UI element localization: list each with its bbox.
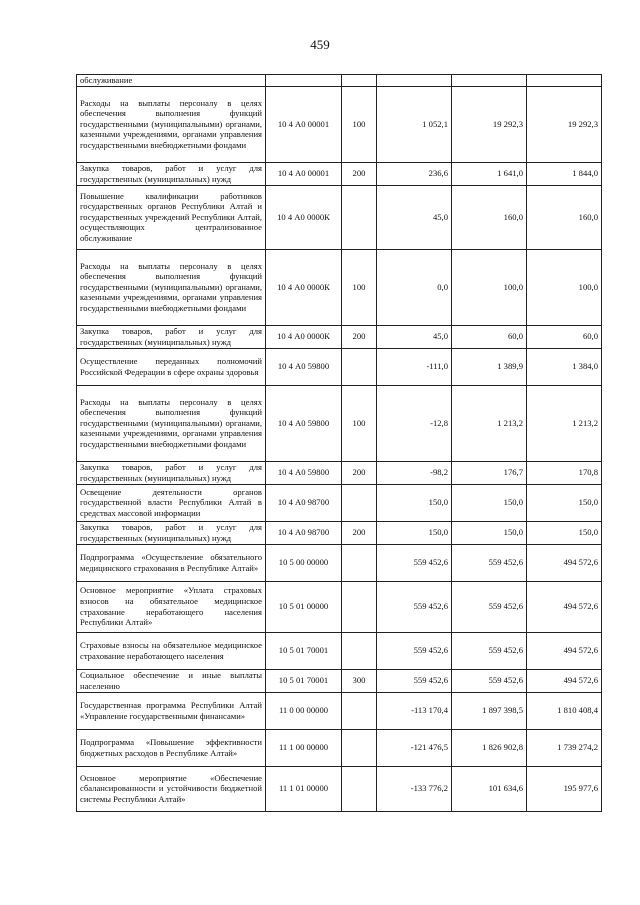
table-row [77,521,602,544]
item-name: Подпрограмма «Повышение эффективности бюджетных расходов в Республике Алтай» [77,729,266,766]
target-article-code: 10 5 01 70001 [266,632,342,669]
target-article-code: 11 0 00 00000 [266,692,342,729]
page-number: 459 [310,37,330,52]
target-article-code: 10 4 А0 0000К [266,249,342,325]
amount-year-1: 1 826 902,8 [452,729,527,766]
amount-change: -121 476,5 [377,729,452,766]
table-row [77,669,602,692]
item-name: Закупка товаров, работ и услуг для государственных (муниципальных) нужд [77,325,266,348]
table-row [77,692,602,729]
expense-type-code: 200 [342,162,377,185]
amount-change: 1 052,1 [377,86,452,162]
amount-change: 236,6 [377,162,452,185]
table-row [77,544,602,581]
amount-year-2: 1 213,2 [527,385,602,461]
table-row [77,729,602,766]
expense-type-code [342,729,377,766]
amount-year-2: 150,0 [527,484,602,521]
table-row [77,249,602,325]
table-row [77,581,602,632]
expense-type-code: 100 [342,249,377,325]
amount-year-2: 1 844,0 [527,162,602,185]
expense-type-code [342,75,377,87]
expense-type-code: 300 [342,669,377,692]
item-name: Основное мероприятие «Уплата страховых взносов на обязательное медицинское страхование неработающего населения Республики Алтай» [77,581,266,632]
expense-type-code [342,185,377,249]
expense-type-code [342,348,377,385]
table-row [77,185,602,249]
amount-change: 150,0 [377,484,452,521]
amount-year-1: 559 452,6 [452,544,527,581]
expense-type-code: 100 [342,86,377,162]
table-row [77,348,602,385]
expense-type-code [342,632,377,669]
amount-change: -133 776,2 [377,766,452,811]
target-article-code: 10 4 А0 00001 [266,86,342,162]
amount-year-2: 494 572,6 [527,632,602,669]
amount-change: 559 452,6 [377,669,452,692]
budget-table [76,74,602,812]
amount-year-2: 1 810 408,4 [527,692,602,729]
amount-change: -98,2 [377,461,452,484]
amount-year-1: 150,0 [452,521,527,544]
table-row [77,632,602,669]
amount-year-1: 100,0 [452,249,527,325]
item-name: Подпрограмма «Осуществление обязательного медицинского страхования в Республике Алтай» [77,544,266,581]
item-name: Закупка товаров, работ и услуг для государственных (муниципальных) нужд [77,461,266,484]
item-name: Закупка товаров, работ и услуг для государственных (муниципальных) нужд [77,162,266,185]
amount-year-2: 195 977,6 [527,766,602,811]
expense-type-code [342,581,377,632]
amount-change: -111,0 [377,348,452,385]
expense-type-code: 200 [342,521,377,544]
amount-year-2 [527,75,602,87]
table-row [77,86,602,162]
amount-year-2: 1 739 274,2 [527,729,602,766]
item-name: Социальное обеспечение и иные выплаты населению [77,669,266,692]
item-name: Основное мероприятие «Обеспечение сбалансированности и устойчивости бюджетной системы Республики Алтай» [77,766,266,811]
amount-year-2: 160,0 [527,185,602,249]
amount-year-1: 1 897 398,5 [452,692,527,729]
amount-change: 150,0 [377,521,452,544]
item-name: Освещение деятельности органов государственной власти Республики Алтай в средствах массовой информации [77,484,266,521]
expense-type-code: 200 [342,461,377,484]
amount-year-2: 60,0 [527,325,602,348]
item-name: Государственная программа Республики Алтай «Управление государственными финансами» [77,692,266,729]
item-name: Закупка товаров, работ и услуг для государственных (муниципальных) нужд [77,521,266,544]
item-name: Расходы на выплаты персоналу в целях обеспечения выполнения функций государственными (муниципальными) органами, казенными учреждениями, органами управления государственными внебюджетными фондами [77,249,266,325]
amount-year-1: 1 389,9 [452,348,527,385]
table-row [77,162,602,185]
amount-year-2: 170,8 [527,461,602,484]
amount-year-1: 559 452,6 [452,581,527,632]
amount-year-1: 160,0 [452,185,527,249]
amount-change [377,75,452,87]
table-row [77,461,602,484]
item-name: Расходы на выплаты персоналу в целях обеспечения выполнения функций государственными (муниципальными) органами, казенными учреждениями, органами управления государственными внебюджетными фондами [77,86,266,162]
expense-type-code: 200 [342,325,377,348]
amount-change: 0,0 [377,249,452,325]
table-row [77,766,602,811]
amount-year-1: 101 634,6 [452,766,527,811]
amount-year-1: 1 213,2 [452,385,527,461]
amount-change: 559 452,6 [377,544,452,581]
amount-year-1: 1 641,0 [452,162,527,185]
amount-change: -12,8 [377,385,452,461]
target-article-code: 10 5 01 70001 [266,669,342,692]
amount-year-2: 494 572,6 [527,669,602,692]
expense-type-code: 100 [342,385,377,461]
amount-change: 45,0 [377,325,452,348]
target-article-code: 10 4 А0 00001 [266,162,342,185]
item-name: Осуществление переданных полномочий Российской Федерации в сфере охраны здоровья [77,348,266,385]
target-article-code: 10 4 А0 59800 [266,461,342,484]
table-row [77,325,602,348]
target-article-code: 10 4 А0 98700 [266,521,342,544]
target-article-code: 10 4 А0 98700 [266,484,342,521]
expense-type-code [342,766,377,811]
amount-year-2: 150,0 [527,521,602,544]
amount-year-2: 1 384,0 [527,348,602,385]
target-article-code: 10 5 00 00000 [266,544,342,581]
amount-year-2: 100,0 [527,249,602,325]
amount-year-2: 19 292,3 [527,86,602,162]
target-article-code: 10 4 А0 59800 [266,348,342,385]
target-article-code: 10 4 А0 0000К [266,325,342,348]
amount-change: -113 170,4 [377,692,452,729]
amount-change: 45,0 [377,185,452,249]
table-row [77,385,602,461]
amount-year-1: 19 292,3 [452,86,527,162]
amount-year-1 [452,75,527,87]
item-name: Повышение квалификации работников государственных органов Республики Алтай и государственных учреждений Республики Алтай, осуществляющих централизованное обслуживание [77,185,266,249]
amount-year-1: 150,0 [452,484,527,521]
budget-table-body [77,75,602,812]
target-article-code: 10 4 А0 59800 [266,385,342,461]
expense-type-code [342,484,377,521]
amount-year-1: 176,7 [452,461,527,484]
amount-year-1: 559 452,6 [452,669,527,692]
expense-type-code [342,692,377,729]
target-article-code: 10 5 01 00000 [266,581,342,632]
target-article-code: 11 1 00 00000 [266,729,342,766]
amount-change: 559 452,6 [377,632,452,669]
table-row [77,484,602,521]
amount-year-1: 559 452,6 [452,632,527,669]
amount-year-2: 494 572,6 [527,544,602,581]
target-article-code: 11 1 01 00000 [266,766,342,811]
item-name: Расходы на выплаты персоналу в целях обеспечения выполнения функций государственными (муниципальными) органами, казенными учреждениями, органами управления государственными внебюджетными фондами [77,385,266,461]
table-row [77,75,602,87]
target-article-code [266,75,342,87]
expense-type-code [342,544,377,581]
target-article-code: 10 4 А0 0000К [266,185,342,249]
amount-year-2: 494 572,6 [527,581,602,632]
amount-change: 559 452,6 [377,581,452,632]
item-name: обслуживание [77,75,266,87]
amount-year-1: 60,0 [452,325,527,348]
item-name: Страховые взносы на обязательное медицинское страхование неработающего населения [77,632,266,669]
